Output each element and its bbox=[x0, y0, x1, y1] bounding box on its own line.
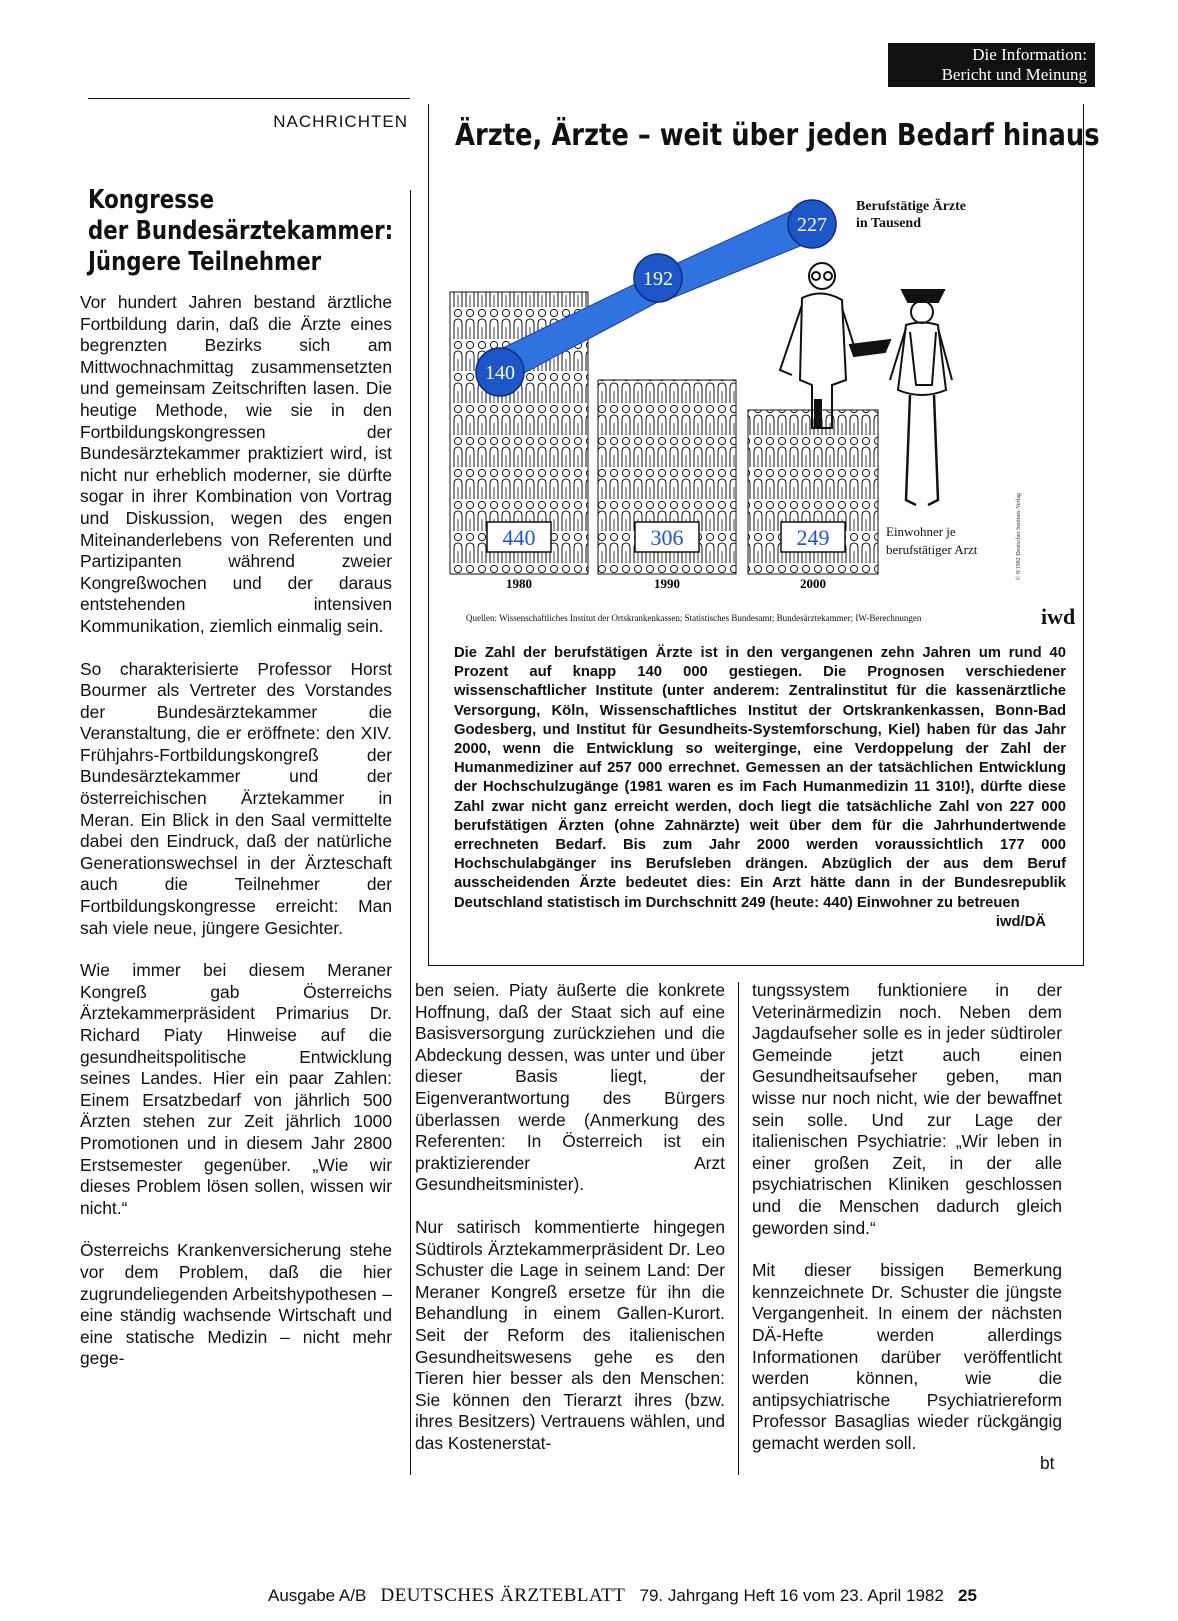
section-tag-line2: Bericht und Meinung bbox=[941, 65, 1087, 84]
article-column-3 bbox=[752, 980, 1062, 1454]
infobox-caption: Die Zahl der berufstätigen Ärzte ist in den vergangenen zehn Jahren um rund 40 Prozent auf knapp 140 000 gestiegen. Die Prognosen verschiedener wissenschaftlicher Institute (unter anderem: Zentralinstitut für die kassenärztliche Versorgung, Köln, Wissenschaftliches Institut der Ortskrankenkassen, Bonn-Bad Godesberg, und Institut für Gesundheits-Systemforschung, Kiel) haben für das Jahr 2000, wenn die Entwicklung so weiterginge, eine Verdoppelung der Zahl der Humanmediziner auf 257 000 errechnet. Gemessen an der tatsächlichen Entwicklung der Hochschulzugänge (1981 waren es im Fach Humanmedizin 11 310!), dürfte diese Zahl zwar nicht ganz erreicht werden, doch liegt die tatsächliche Zahl von 227 000 berufstätigen Ärzten (ohne Zahnärzte) weit über dem für die Jahrhundertwende errechneten Bedarf. Bis zum Jahr 2000 werden voraussichtlich 177 000 Hochschulabgänger ins Berufsleben drängen. Abzüglich der aus dem Beruf ausscheidenden Ärzte bedeutet dies: Ein Arzt hätte dann in der Bundesrepublik Deutschland statistisch im Durchschnitt 249 (heute: 440) Einwohner zu betreuen iwd/DÄ bbox=[454, 644, 1066, 932]
doctor-count-marker bbox=[788, 200, 836, 248]
caption-signature: iwd/DÄ bbox=[995, 913, 1046, 930]
top-rule bbox=[88, 98, 410, 99]
iwd-logo: iwd bbox=[1041, 604, 1076, 629]
paragraph: Wie immer bei diesem Meraner Kongreß gab Österreichs Ärztekammerpräsident Primarius Dr. Richard Piaty Hinweise auf die gesundheitspolitische Entwicklung seines Landes. Hier ein paar Zahlen: Einem Ersatzbedarf von jährlich 500 Ärzten stehen zur Zeit jährlich 1000 Promotionen und in diesem Jahr 2800 Erstsemester gegenüber. „Wie wir dieses Problem lösen sollen, wissen wir nicht.“ bbox=[80, 960, 392, 1218]
legend-doctors bbox=[856, 198, 966, 231]
doctor-count-label: 227 bbox=[797, 214, 827, 236]
paragraph: ben seien. Piaty äußerte die konkrete Hoffnung, daß der Staat sich auf eine Basisversorgung zurückziehen und die Abdeckung dessen, was unter und über dieser Basis liegt, der Eigenverantwortung des Bürgers überlassen werde (Anmerkung des Referenten: In Österreich ist ein praktizierender Arzt Gesundheitsminister). bbox=[415, 980, 725, 1195]
resident-count-label: 249 bbox=[796, 525, 830, 550]
section-tag-line1: Die Information: bbox=[972, 45, 1087, 64]
paragraph: tungssystem funktioniere in der Veterinärmedizin noch. Neben dem Jagdaufseher solle es in jeder südtiroler Gemeinde jetzt auch einen Gesundheitsaufseher geben, man wisse nur noch nicht, wie der bewaffnet sein solle. Und zur Lage der italienischen Psychiatrie: „Wir leben in einer großen Zeit, in der alle psychiatrischen Kliniken geschlossen und die Menschen dadurch gleich geworden sind.“ bbox=[752, 980, 1062, 1238]
svg-text:Berufstätige Ärzte: Berufstätige Ärzte bbox=[856, 199, 967, 214]
year-label-1990: 1990 bbox=[654, 576, 680, 591]
paragraph: So charakterisierte Professor Horst Bourmer als Vertreter des Vorstandes der Bundesärztekammer die Veranstaltung, die er eröffnete: den XIV. Frühjahrs-Fortbildungskongreß der Bundesärztekammer und der österreichischen Ärztekammer in Meran. Ein Blick in den Saal vermittelte dabei den Eindruck, daß der natürliche Generationswechsel in der Ärzteschaft auch die Teilnehmer der Fortbildungskongresse erreicht: Man sah viele neue, jüngere Gesichter. bbox=[80, 658, 392, 938]
infobox-title: Ärzte, Ärzte – weit über jeden Bedarf hinaus bbox=[455, 118, 1100, 153]
resident-count-label: 440 bbox=[502, 525, 536, 550]
residents-per-doctor-series bbox=[487, 522, 845, 552]
svg-text:Einwohner je: Einwohner je bbox=[886, 524, 956, 539]
resident-count-marker bbox=[487, 522, 551, 552]
resident-count-marker bbox=[781, 522, 845, 552]
resident-count-marker bbox=[635, 522, 699, 552]
infographic bbox=[440, 180, 1060, 600]
paragraph: Nur satirisch kommentierte hingegen Südtirols Ärztekammerpräsident Dr. Leo Schuster die Lage in seinem Land: Der Meraner Kongreß ersetze für ihn die Behandlung in einem Gallen-Kurort. Seit der Reform des italienischen Gesundheitswesens gehe es den Tieren hier besser als den Menschen: Sie können den Tierarzt ihres (bzw. ihres Besitzers) Vertrauens wählen, und das Kostenerstat- bbox=[415, 1216, 725, 1453]
page-footer bbox=[268, 1585, 1088, 1607]
page-number: 25 bbox=[958, 1586, 977, 1605]
legend-residents bbox=[886, 524, 978, 557]
column-divider bbox=[410, 190, 411, 1475]
footer-issue: 79. Jahrgang Heft 16 vom 23. April 1982 bbox=[639, 1586, 944, 1605]
section-tag bbox=[888, 43, 1095, 87]
section-label: NACHRICHTEN bbox=[273, 112, 408, 131]
svg-text:berufstätiger Arzt: berufstätiger Arzt bbox=[886, 542, 978, 557]
author-signature: bt bbox=[1040, 1453, 1055, 1473]
paragraph: Österreichs Krankenversicherung stehe vor dem Problem, daß die hier zugrundeliegenden Arbeitshypothesen – eine ständig wachsende Wirtschaft und eine statische Medizin – nicht mehr gege- bbox=[80, 1240, 392, 1369]
footer-edition: Ausgabe A/B bbox=[268, 1586, 367, 1605]
article-column-2 bbox=[415, 980, 725, 1475]
year-label-1980: 1980 bbox=[506, 576, 532, 591]
paragraph: Vor hundert Jahren bestand ärztliche Fortbildung darin, daß die Ärzte eines begrenzten Bezirks sich am Mittwochnachmittag zusammensetzten und gemeinsam Zeitschriften lasen. Die heutige Methode, wie sie in den Fortbildungskongressen der Bundesärztekammer praktiziert wird, ist nicht nur erheblich moderner, sie dürfte sogar in ihrer Kombination von Vortrag und Diskussion, wegen des engen Miteinanderlebens von Referenten und Partizipanten während zweier Kongreßwochen und der daraus entstehenden intensiven Kommunikation, ziemlich einmalig sein. bbox=[80, 292, 392, 636]
nurse-illustration bbox=[890, 290, 952, 505]
article-column-1 bbox=[80, 292, 392, 1391]
paragraph: Mit dieser bissigen Bemerkung kennzeichnete Dr. Schuster die jüngste Vergangenheit. In einem der nächsten DÄ-Hefte werden allerdings Informationen darüber veröffentlicht werden können, wie die antipsychiatrische Psychiatriereform Professor Basaglias wieder rückgängig gemacht werden soll. bbox=[752, 1260, 1062, 1453]
year-label-2000: 2000 bbox=[800, 576, 826, 591]
chart-source: Quellen: Wissenschaftliches Institut der Ortskrankenkassen; Statistisches Bundesamt; Bundesärztekammer; IW-Berechnungen bbox=[466, 613, 922, 623]
article-headline: Kongresse der Bundesärztekammer: Jüngere Teilnehmer bbox=[88, 185, 394, 277]
doctor-count-label: 140 bbox=[485, 362, 515, 384]
footer-journal: DEUTSCHES ÄRZTEBLATT bbox=[380, 1585, 626, 1606]
svg-text:in Tausend: in Tausend bbox=[856, 216, 921, 231]
resident-count-label: 306 bbox=[650, 525, 684, 550]
doctor-illustration bbox=[780, 263, 890, 428]
copyright-note: © 8/1982 Deutscher Instituts-Verlag bbox=[1016, 492, 1022, 580]
doctor-count-label: 192 bbox=[643, 268, 673, 290]
doctor-count-marker bbox=[634, 254, 682, 302]
column-divider bbox=[738, 982, 739, 1475]
doctor-count-marker bbox=[476, 348, 524, 396]
